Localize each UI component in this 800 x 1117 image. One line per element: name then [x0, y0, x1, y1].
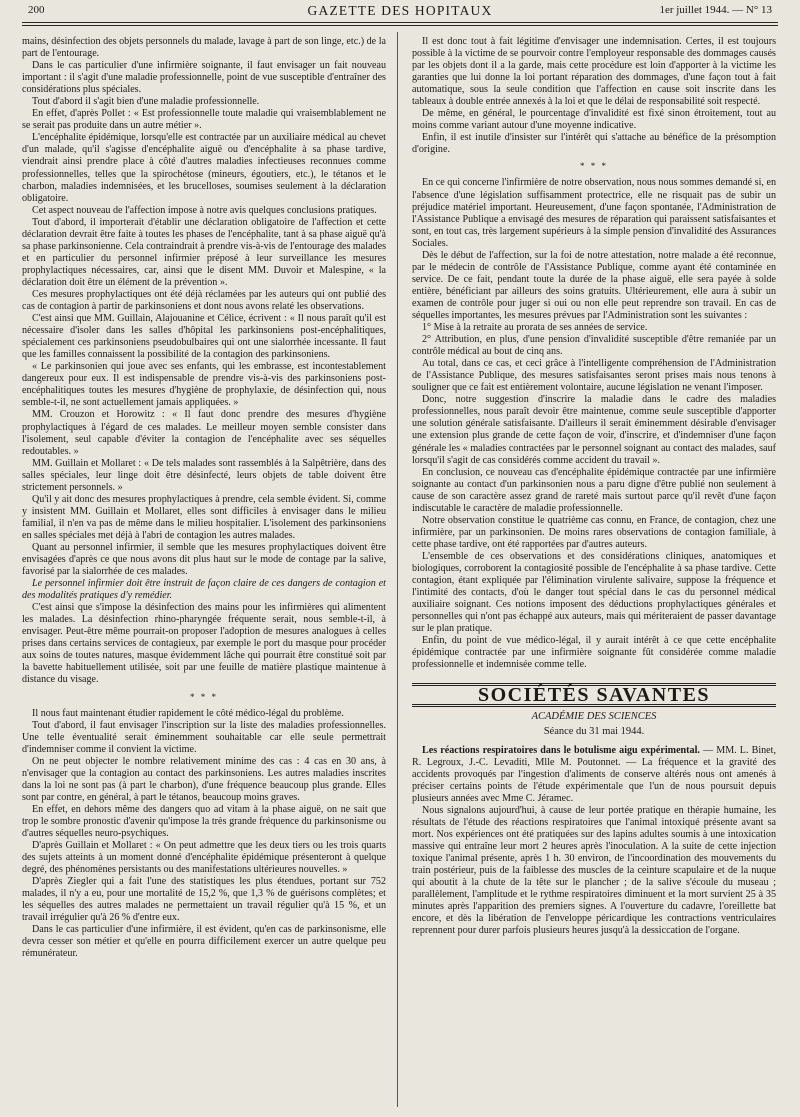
paragraph: Ces mesures prophylactiques ont été déjà réclamées par les auteurs qui ont publié des cas de contagion à partir de parkinsoniens et dont nous avons relaté les observations. [22, 288, 386, 313]
paragraph: Nous signalons aujourd'hui, à cause de leur portée pratique en thérapie humaine, les résultats de l'étude des réactions respiratoires que l'animal intoxiqué présente avant sa mort. Nos expériences ont été pratiquées sur des lapins adultes soumis à une intoxication massive qui entraîne leur mort 2 heures après l'inoculation. A la suite de cette injection toxique l'animal présente, après 1 h. 30 environ, de l'incoordination des mouvements du train postérieur, puis de la faiblesse des muscles de la ceinture scapulaire et de la nuque qui aboutit à la chute de la tête sur le plancher ; de la salive s'écoule du museau ; parallèlement, l'amplitude et le rythme respiratoires diminuent et la mort survient 25 à 35 minutes après l'apparition des premiers signes. A l'ouverture du cadavre, l'oreillette bat encore, et dès la libération de l'enveloppe péricardique les contractions ventriculaires reprennent pour durer parfois plusieurs heures jusqu'à la dessiccation de l'organe. [412, 804, 776, 937]
page-number: 200 [28, 4, 45, 16]
header-rule [22, 22, 778, 23]
paragraph: Tout d'abord il s'agit bien d'une maladie professionnelle. [32, 96, 260, 108]
paragraph: Il nous faut maintenant étudier rapidement le côté médico-légal du problème. [32, 707, 344, 719]
paragraph: L'encéphalite épidémique, lorsqu'elle est contractée par un auxiliaire médical au chevet d'un malade, qu'il s'agisse d'encéphalite aiguë ou d'encéphalite à sa phase tardive, viendrait ainsi prendre place à côté d'autres maladies infectieuses reconnues comme professionnelles, telles que la spirochétose (mineurs, égoutiers, etc.), le tétanos et le charbon, maladies indemnisées, et les brucelloses, soumises seulement à la déclaration obligatoire. [22, 132, 386, 204]
paragraph: MM. Guillain et Mollaret : « De tels malades sont rassemblés à la Salpêtrière, dans des salles spéciales, leur linge doit être désinfecté, leurs objets de table doivent être strictement personnels. » [22, 457, 386, 493]
report-body: — MM. L. Binet, R. Legroux, J.-C. Levaditi, Mlle M. Poutonnet. — La fréquence et la gravité des accidents provoqués par l'ingestion d'aliments de conserve altérés nous ont amenés à préciser certains points de l'étude expérimentale que l'un de nous poursuit depuis plusieurs années avec Mme C. Jéramec. [412, 744, 776, 804]
page-header [14, 0, 786, 22]
paragraph: En ce qui concerne l'infirmière de notre observation, nous nous sommes demandé si, en l'absence d'une législation suffisamment protectrice, elle ne risquait pas de subir un préjudice matériel important. Heureusement, d'une façon spontanée, l'Administration de l'Assistance Publique a envisagé des mesures de réparation qui paraissent satisfaisantes et sont, en tout cas, très largement supérieurs à la simple pension d'invalidité des Assurances Sociales. [412, 177, 776, 249]
paragraph: D'après Guillain et Mollaret : « On peut admettre que les deux tiers ou les trois quarts des sujets atteints à un moment donné d'encéphalite épidémique présenteront à quelque degré, des phénomènes persistants ou des manifestations ultérieures nouvelles. » [22, 840, 386, 876]
section-stars: * * * [580, 161, 608, 172]
paragraph: Enfin, du point de vue médico-légal, il y aurait intérêt à ce que cette encéphalite épidémique contractée par une infirmière soignante fût considérée comme maladie professionnelle et indemnisée comme telle. [412, 635, 776, 671]
section-heading: SOCIÉTÉS SAVANTES [412, 683, 776, 707]
header-rule-thin [22, 25, 778, 26]
paragraph: MM. Crouzon et Horowitz : « Il faut donc prendre des mesures d'hygiène prophylactiques à l'égard de ces malades. Le meilleur moyen semble consister dans l'isolement, seul capable d'éviter la contagion de l'encéphalite avec ses séquelles redoutables. » [22, 409, 386, 457]
paragraph: Quant au personnel infirmier, il semble que les mesures prophylactiques doivent être envisagées d'après ce que nous avons dit plus haut sur le mode de contage par la salive, favorisé par la sialorrhée de ces malades. [22, 541, 386, 578]
paragraph: Tout d'abord, il importerait d'établir une déclaration obligatoire de l'affection et cette déclaration devrait être faite à toutes les phases de l'encéphalite, tant à sa phase aiguë qu'à sa phase parkinsonienne. Cela contraindrait à prendre vis-à-vis de l'entourage des malades et en particulier du personnel infirmier préposé à leur surveillance les mesures prophylactiques nécessaires, car, ainsi que le disent MM. Duvoir et Malespine, « la déclaration doit être un élément de la prévention ». [22, 216, 386, 288]
session-date: Séance du 31 mai 1944. [543, 726, 645, 738]
paragraph: Cet aspect nouveau de l'affection impose à notre avis quelques conclusions pratiques. [32, 204, 377, 216]
paragraph: En effet, en dehors même des dangers quo ad vitam à la phase aiguë, on ne sait que trop le sombre pronostic d'avenir qu'impose la très grande fréquence du parkinsonisme ou d'autres séquelles neuro-psychiques. [22, 803, 386, 839]
section-stars: * * * [190, 691, 218, 702]
italic-subheading: Le personnel infirmier doit être instruit de façon claire de ces dangers de contagion et des modalités pratiques d'y remédier. [22, 578, 386, 602]
paragraph: Dans le cas particulier d'une infirmière, il est évident, qu'en cas de parkinsonisme, elle devra cesser son métier et qu'elle en pourra difficilement exercer un autre quelque peu rémunérateur. [22, 924, 386, 960]
paragraph: 1° Mise à la retraite au prorata de ses années de service. [422, 322, 648, 334]
left-column [22, 36, 386, 1108]
paragraph: 2° Attribution, en plus, d'une pension d'invalidité susceptible d'être remaniée par un contrôle médical au bout de cinq ans. [412, 334, 776, 358]
paragraph: D'après Ziegler qui a fait l'une des statistiques les plus étendues, portant sur 752 malades, il n'y a eu, pour une mortalité de 15,2 %, que 1,3 % de guérisons complètes; et les séquelles des autres malades ne permettaient un travail régulier qu'à 15 %, et un travail irrégulier qu'à 26 % d'entre eux. [22, 876, 386, 924]
paragraph: Notre observation constitue le quatrième cas connu, en France, de contagion, chez une infirmière, par un parkinsonien. De moins rares observations de contagion familiale, à cette phase tardive, ont été rapportées par d'autres auteurs. [412, 514, 776, 550]
paragraph: Dans le cas particulier d'une infirmière soignante, il faut envisager un fait nouveau important : il s'agit d'une maladie professionnelle, point de vue susceptible d'entraîner des considérations plus spéciales. [22, 60, 386, 96]
paragraph: De même, en général, le pourcentage d'invalidité est fixé sinon étroitement, tout au moins comme variant autour d'une moyenne indicative. [412, 108, 776, 132]
report-title: Les réactions respiratoires dans le botulisme aigu expérimental. [422, 744, 700, 756]
paragraph: Tout d'abord, il faut envisager l'inscription sur la liste des maladies professionnelles. Une telle éventualité serait éminemment souhaitable car elle seule permettrait d'indemniser comme il convient la victime. [22, 719, 386, 755]
paragraph: « Le parkinsonien qui joue avec ses enfants, qui les embrasse, est incontestablement dangereux pour eux. Il est indispensable de prendre vis-à-vis des parkinsoniens post-encéphalitiques toutes les mesures d'hygiène de prophylaxie, de désinfection qui, nous semble-t-il, ne sont actuellement jamais appliquées. » [22, 361, 386, 409]
column-divider [397, 32, 398, 1107]
paragraph: L'ensemble de ces observations et des considérations cliniques, anatomiques et biologiques, corroborent la contagiosité possible de l'encéphalite à sa phase tardive. Cette contagion, étant expliquée par l'élimination virulente salivaire, suppose la fréquence et l'intimité des contacts, d'où le danger tout spécial dans le cas du personnel médical auxiliaire soignant. Ces notions imposent des déductions prophylactiques générales et personnelles qui n'ont pas échappé aux auteurs, mais qui mériteraient de passer davantage sur le plan pratique. [412, 550, 776, 635]
paragraph: mains, désinfection des objets personnels du malade, lavage à part de son linge, etc.) de la part de l'entourage. [22, 36, 386, 60]
journal-title: GAZETTE DES HOPITAUX [307, 3, 493, 18]
paragraph: C'est ainsi que MM. Guillain, Alajouanine et Célice, écrivent : « Il nous paraît qu'il est nécessaire d'isoler dans les salles d'hôpital les parkinsoniens post-encéphalitiques, spécialement ces parkinsoniens pseudobulbaires qui ont une sialorrhée incessante. Il faut que les familles connaissent la possibilité de la contagion des parkinsoniens. [22, 313, 386, 361]
paragraph: Qu'il y ait donc des mesures prophylactiques à prendre, cela semble évident. Si, comme y insistent MM. Guillain et Mollaret, elles sont difficiles à envisager dans le milieu familial, il n'en va pas de même dans le milieu hospitalier. L'isolement des parkinsoniens en salles spéciales met déjà à l'abri de contagion les autres malades. [22, 493, 386, 541]
paragraph: C'est ainsi que s'impose la désinfection des mains pour les infirmières qui alimentent les malades. La désinfection rhino-pharyngée fréquente serait, nous semble-t-il, à envisager. Peut-être même pourrait-on proposer l'adoption de mesures analogues à celles prises dans certains services de contagieux, par exemple le port du masque pour procéder aux soins de toutes natures, masque évidemment lâche qui pourrait être constitué soit par la bavette habituellement utilisée, soit par une feuille de matière plastique maintenue à distance du visage. [22, 602, 386, 686]
paragraph: Au total, dans ce cas, et ceci grâce à l'intelligente compréhension de l'Administration de l'Assistance Publique, des mesures satisfaisantes seront prises mais nous tenons à souligner que ce fait est entièrement volontaire, aucune législation ne venant l'imposer. [412, 358, 776, 394]
paragraph: Donc, notre suggestion d'inscrire la maladie dans le cadre des maladies professionnelles, nous paraît devoir être maintenue, comme seule susceptible d'apporter une solution générale satisfaisante. D'ailleurs il serait éminemment désirable d'envisager une extension plus grande de cette façon de voir, d'inscrire, et d'indemniser d'une façon générale les « maladies contractées par le personnel soignant au contact des malades, sauf lorsqu'il s'agit de cas considérés comme accident du travail ». [412, 394, 776, 466]
paragraph: Enfin, il est inutile d'insister sur l'intérêt qui s'attache au bénéfice de la présomption d'origine. [412, 132, 776, 156]
academy-heading: ACADÉMIE DES SCIENCES [531, 711, 657, 723]
paragraph: Il est donc tout à fait légitime d'envisager une indemnisation. Certes, il est toujours possible à la victime de se pourvoir contre l'employeur responsable des dommages causés par les objets dont il a la garde, mais cette procédure est loin d'apporter à la victime les garanties que lui donne la loi portant réparation des dommages, d'une façon tout à fait automatique, sous la seule condition que l'affection en cause soit inscrite dans les tableaux à double entrée annexés à la loi et que le délai de responsabilité soit respecté. [412, 36, 776, 108]
paragraph: Dès le début de l'affection, sur la foi de notre attestation, notre malade a été reconnue, par le médecin de contrôle de l'Assistance Publique, comme ayant été contaminée en service. De ce fait, pendant toute la durée de la phase aiguë, elle sera payée à solde entière, bénéficiant par ailleurs des soins gratuits. Ultérieurement, elle aura à subir un examen de contrôle pour juger si oui ou non elle peut reprendre son travail. En cas de séquelles importantes, les mesures prévues par l'Administration sont les suivantes : [412, 249, 776, 321]
paragraph: En effet, d'après Pollet : « Est professionnelle toute maladie qui vraisemblablement ne se serait pas produite dans un autre métier ». [22, 108, 386, 132]
issue-date: 1er juillet 1944. — N° 13 [659, 4, 772, 16]
report-paragraph [412, 745, 776, 805]
paragraph: En conclusion, ce nouveau cas d'encéphalite épidémique contractée par une infirmière soignante au contact d'un parkinsonien nous a paru digne d'être publié non seulement à cause de son caractère assez grand de rareté mais surtout parce qu'il revêt d'une façon indiscutable le caractère de maladie professionnelle. [412, 466, 776, 514]
right-column [412, 36, 776, 1108]
paragraph: On ne peut objecter le nombre relativement minime des cas : 4 cas en 30 ans, à n'envisager que la contagion au contact des parkinsoniens. Les autres maladies inscrites dans la loi ne sont pas (à part le charbon), d'une fréquence beaucoup plus grande. Elles sont par contre, en général, à part le tétanos, beaucoup moins graves. [22, 755, 386, 803]
